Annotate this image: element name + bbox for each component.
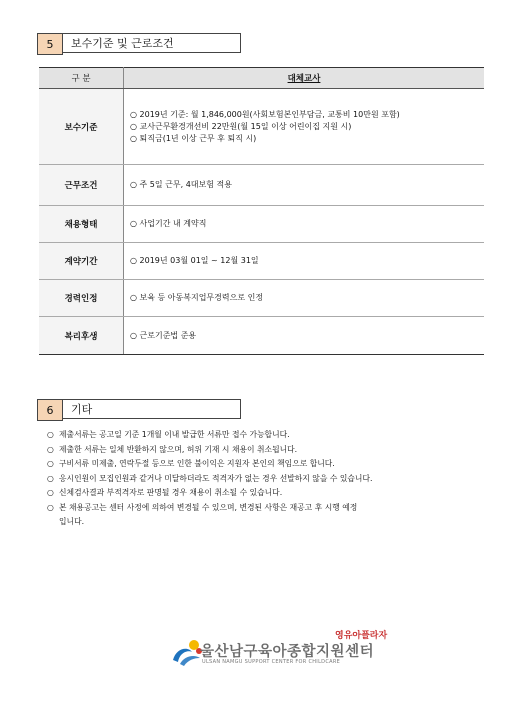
- center-logo: [170, 628, 440, 676]
- note-bullet: ○: [47, 430, 54, 439]
- notes-list: [47, 428, 487, 530]
- value-line: ○ 보육 등 아동복지업무경력으로 인정: [130, 293, 264, 302]
- list-item: [47, 472, 487, 487]
- section-5-number: 5: [37, 33, 63, 55]
- list-item: [47, 443, 487, 458]
- value-line: ○ 사업기간 내 계약직: [130, 219, 207, 228]
- note-bullet: ○: [47, 473, 54, 483]
- row-label: 복리후생: [39, 317, 124, 355]
- value-line: ○ 근로기준법 준용: [130, 330, 197, 340]
- header-category: 구 분: [39, 68, 124, 89]
- row-label: 근무조건: [39, 165, 124, 206]
- row-value: [124, 280, 485, 317]
- note-text: 응시인원이 모집인원과 같거나 미달하더라도 적격자가 없는 경우 선발하지 않을 수 있습니다.: [59, 473, 373, 483]
- row-value: [124, 243, 485, 280]
- logo-subtitle: 영유아플라자: [335, 631, 388, 641]
- row-label: 보수기준: [39, 89, 124, 165]
- table-row-career: [39, 280, 484, 317]
- note-text: 제출한 서류는 일체 반환하지 않으며, 허위 기재 시 채용이 취소됩니다.: [59, 444, 298, 454]
- header-substitute-teacher: 대체교사: [124, 68, 485, 89]
- list-item: [47, 428, 487, 443]
- table-row-pay: [39, 89, 484, 165]
- row-label: 계약기간: [39, 243, 124, 280]
- row-value: [124, 317, 485, 355]
- swirl-logo-icon: [170, 638, 204, 668]
- value-line: ○ 주 5일 근무, 4대보험 적용: [130, 180, 232, 189]
- row-value: [124, 206, 485, 243]
- note-text: 구비서류 미제출, 연락두절 등으로 인한 불이익은 지원자 본인의 책임으로 합니다.: [59, 459, 335, 468]
- section-6-header: [37, 399, 241, 421]
- note-text: 신체검사결과 부적격자로 판명될 경우 채용이 취소될 수 있습니다.: [59, 488, 283, 497]
- list-item: [47, 486, 487, 501]
- table-row-contract-period: [39, 243, 484, 280]
- table-row-welfare: [39, 317, 484, 355]
- row-label: 경력인정: [39, 280, 124, 317]
- note-bullet: ○: [47, 488, 54, 497]
- value-line: ○ 2019년 03월 01일 ~ 12월 31일: [130, 256, 259, 265]
- row-value: [124, 165, 485, 206]
- value-line: ○ 교사근무환경개선비 22만원(월 15일 이상 어린이집 지원 시): [130, 121, 352, 131]
- note-bullet: ○: [47, 444, 54, 454]
- list-item: [47, 457, 487, 472]
- note-bullet: ○: [47, 502, 54, 512]
- logo-english-name: ULSAN NAMGU SUPPORT CENTER FOR CHILDCARE: [202, 659, 341, 665]
- note-text: 본 채용공고는 센터 사정에 의하여 변경될 수 있으며, 변경된 사항은 재공고 후 시행 예정: [59, 502, 358, 512]
- table-header-row: [39, 68, 484, 89]
- section-5-header: [37, 33, 241, 55]
- section-5-title: 보수기준 및 근로조건: [63, 33, 241, 53]
- value-line: ○ 2019년 기준: 월 1,846,000원(사회보험본인부담금, 교통비 10만원 포함): [130, 109, 400, 119]
- conditions-table: [39, 67, 484, 355]
- note-bullet: [47, 515, 59, 530]
- row-value: [124, 89, 485, 165]
- note-text: 제출서류는 공고일 기준 1개월 이내 발급한 서류만 접수 가능합니다.: [59, 430, 290, 439]
- list-item: [47, 501, 487, 516]
- row-label: 채용형태: [39, 206, 124, 243]
- table-row-employment-type: [39, 206, 484, 243]
- table-row-work-conditions: [39, 165, 484, 206]
- logo-title: 울산남구육아종합지원센터: [200, 644, 375, 660]
- note-text: 입니다.: [59, 517, 85, 526]
- value-line: ○ 퇴직금(1년 이상 근무 후 퇴직 시): [130, 133, 257, 143]
- list-item: [47, 515, 487, 530]
- section-6-title: 기타: [63, 399, 241, 419]
- note-bullet: ○: [47, 459, 54, 468]
- section-6-number: 6: [37, 399, 63, 421]
